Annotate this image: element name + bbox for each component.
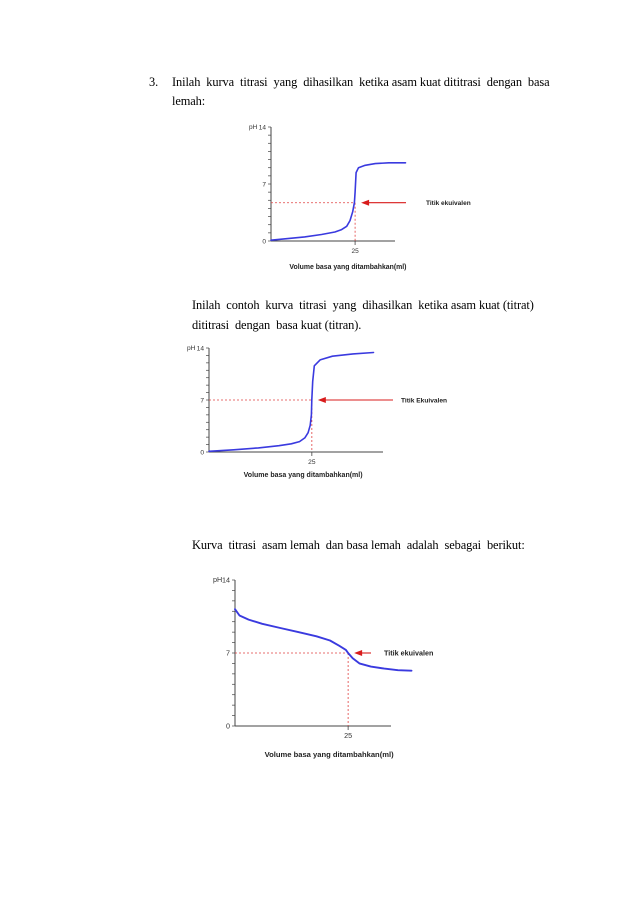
arrow-head [318, 397, 326, 403]
y-tick-label: 0 [200, 449, 204, 457]
titration-chart-strong-acid-strong-base [168, 337, 488, 487]
item-text-line1: Inilah kurva titrasi yang dihasilkan ketika asam kuat dititrasi dengan basa [172, 75, 550, 89]
equivalence-point-label: Titik ekuivalen [384, 648, 434, 658]
y-tick-label: 14 [196, 345, 204, 353]
titration-curve [209, 353, 374, 452]
x-axis-label: Volume basa yang ditambahkan(ml) [243, 472, 363, 479]
equivalence-point-label: Titik Ekuivalen [401, 397, 448, 405]
x-axis-label: Volume basa yang ditambahkan(ml) [289, 264, 407, 271]
y-tick-label: 7 [262, 181, 266, 189]
y-tick-label: 7 [226, 648, 230, 658]
item-number: 3. [149, 75, 159, 89]
titration-curve [235, 609, 412, 671]
paragraph-2-line1: Inilah contoh kurva titrasi yang dihasilkan ketika asam kuat (titrat) [192, 298, 534, 312]
equivalence-point-label: Titik ekuivalen [426, 200, 471, 208]
y-axis-label: pH [187, 345, 196, 352]
arrow-head [354, 650, 362, 656]
x-tick-label: 25 [308, 459, 316, 466]
y-axis-label: pH [249, 124, 258, 131]
x-tick-label: 25 [351, 248, 359, 255]
titration-chart-weak-acid-weak-base [196, 565, 486, 765]
x-tick-label: 25 [344, 731, 353, 740]
y-tick-label: 14 [222, 575, 230, 585]
y-axis-label: pH [213, 575, 223, 584]
titration-curve [271, 163, 406, 240]
y-tick-label: 14 [258, 124, 266, 132]
y-tick-label: 0 [226, 721, 230, 731]
arrow-head [361, 200, 369, 206]
paragraph-3: Kurva titrasi asam lemah dan basa lemah adalah sebagai berikut: [192, 538, 525, 552]
paragraph-2-line2: dititrasi dengan basa kuat (titran). [192, 318, 362, 332]
y-tick-label: 7 [200, 397, 204, 405]
y-tick-label: 0 [262, 238, 266, 246]
x-axis-label: Volume basa yang ditambahkan(ml) [264, 750, 394, 759]
titration-chart-strong-acid-weak-base [240, 115, 510, 275]
item-text-line2: lemah: [172, 94, 206, 108]
